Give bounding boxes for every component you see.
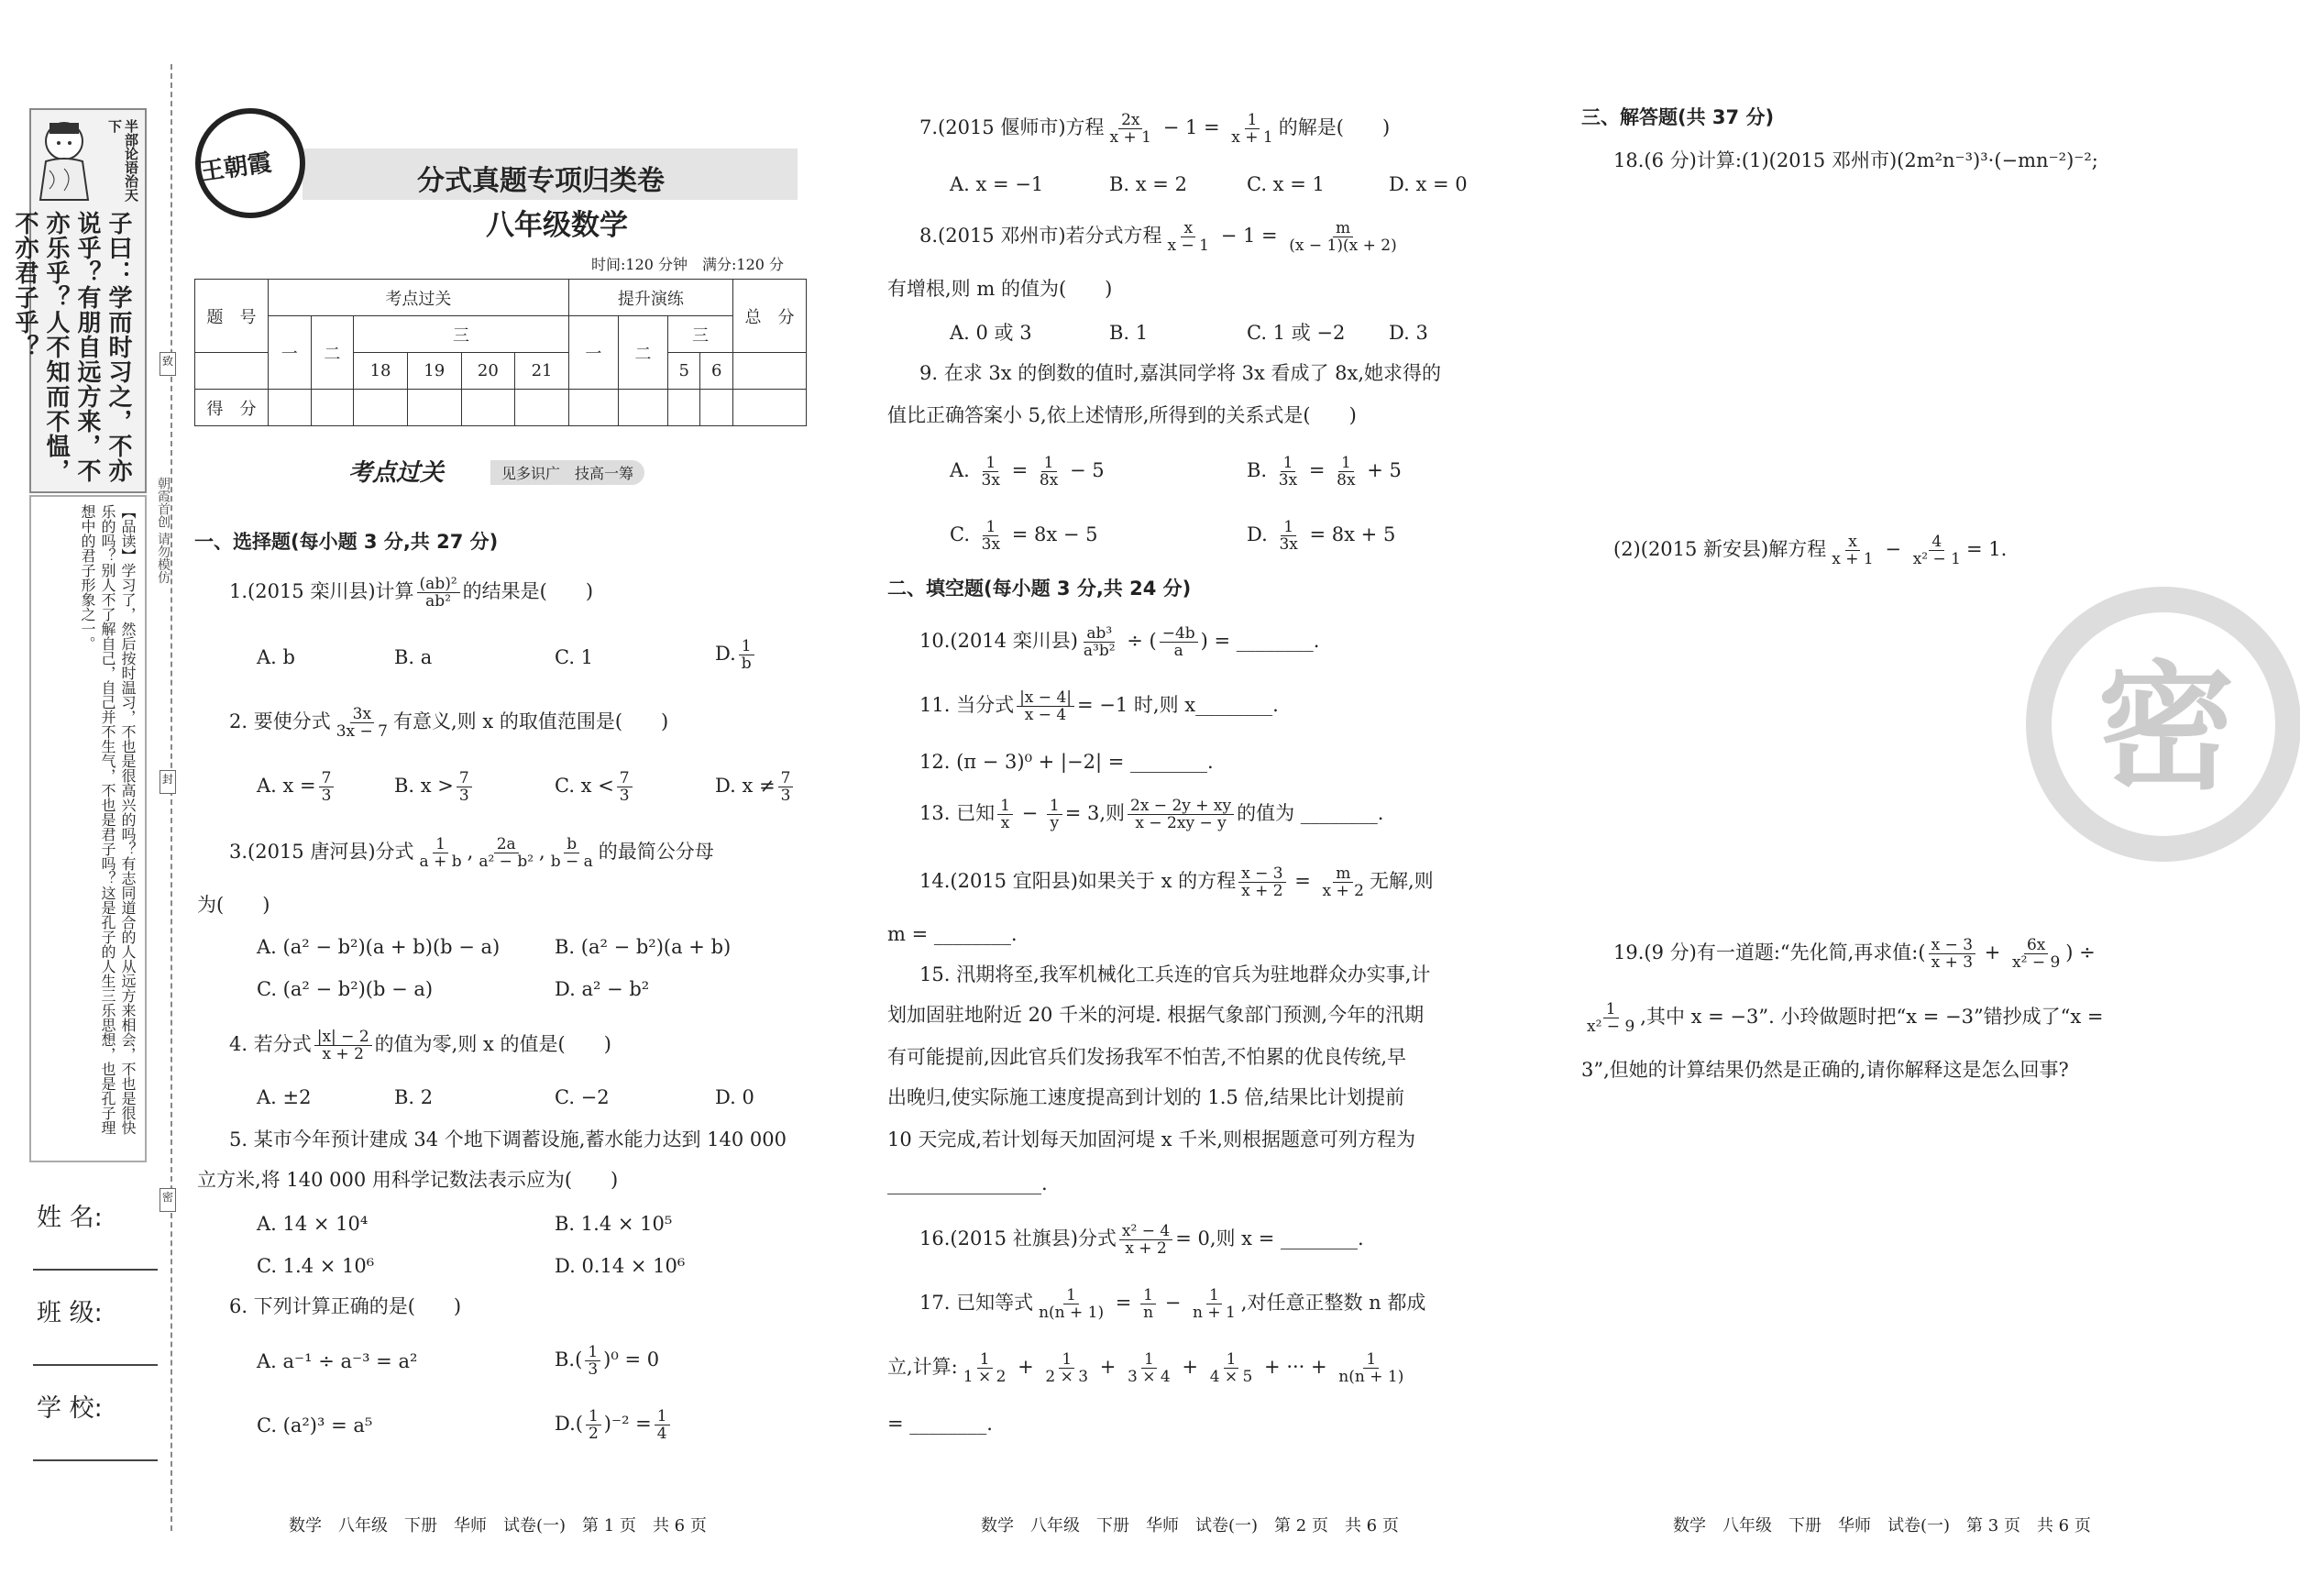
- col-21: 21: [515, 353, 569, 390]
- q3-optC[interactable]: C. (a² − b²)(b − a): [257, 978, 434, 1000]
- q2: 2. 要使分式 $\frac{3x}{3x - 7}$ 有意义,则 x 的取值范围是( ): [229, 705, 669, 741]
- q15-line4: 出晚归,使实际施工速度提高到计划的 1.5 倍,结果比计划提前: [887, 1086, 1405, 1108]
- q10: 10.(2014 栾川县) $\frac{\text{ab³}}{\text{a³b²}}$ ÷ ( $\frac{-4b}{a}$ ) = ________.: [919, 624, 1320, 660]
- class-label: 班 级:: [37, 1299, 103, 1327]
- q3: 3.(2015 唐河县)分式 $\frac{1}{a + b}$ , $\frac{2a}{\text{a² − b²}}$ , $\frac{b}{b - a}$ 的最简公分母: [229, 835, 714, 871]
- q17-cont: 立,计算: $\frac{1}{1 \times 2}$ + $\frac{1}{2 \times 3}$ + $\frac{1}{3 \times 4}$ + $\frac{1}{4 \times 5}$ + ··· + $\frac{1}{n(n + 1)}$: [887, 1350, 1404, 1386]
- q14: 14.(2015 宜阳县)如果关于 x 的方程 $\frac{x - 3}{x + 2}$ = $\frac{m}{x + 2}$ 无解,则: [919, 864, 1434, 900]
- score-cell[interactable]: [733, 390, 807, 426]
- q12: 12. (π − 3)⁰ + |−2| = ________.: [919, 751, 1214, 773]
- q7-optC[interactable]: C. x = 1: [1247, 173, 1325, 195]
- q13: 13. 已知 $\frac{1}{x}$ − $\frac{1}{y}$ = 3,则 $\frac{2x - 2y + xy}{x - 2xy - y}$ 的值为 ________.: [919, 797, 1384, 832]
- q6-optB[interactable]: B.( $\frac{1}{3}$ )⁰ = 0: [555, 1343, 660, 1379]
- q1-optB[interactable]: B. a: [394, 646, 433, 668]
- score-cell[interactable]: [311, 390, 354, 426]
- col-2: 二: [311, 316, 354, 390]
- banner-subtitle: 见多识广 技高一筹: [490, 460, 644, 485]
- q4-optD[interactable]: D. 0: [715, 1086, 754, 1108]
- section-fill: 二、填空题(每小题 3 分,共 24 分): [887, 578, 1192, 600]
- section-solve: 三、解答题(共 37 分): [1581, 106, 1775, 128]
- school-field[interactable]: [33, 1459, 158, 1461]
- q9-optC[interactable]: C. $\frac{1}{3x}$ = 8x − 5: [950, 518, 1098, 554]
- col-5: 5: [668, 353, 700, 390]
- banner-title: 考点过关: [348, 459, 445, 487]
- q8-optD[interactable]: D. 3: [1389, 322, 1428, 344]
- seal-tag-2: 封: [160, 770, 176, 794]
- q15-line6: ________________.: [887, 1172, 1048, 1194]
- q19-cont2: 3”,但她的计算结果仍然是正确的,请你解释这是怎么回事?: [1581, 1059, 2069, 1081]
- q15-line2: 划加固驻地附近 20 千米的河堤. 根据气象部门预测,今年的汛期: [887, 1004, 1425, 1026]
- footer-page-2: 数学 八年级 下册 华师 试卷(一) 第 2 页 共 6 页: [981, 1516, 1399, 1535]
- q19: 19.(9 分)有一道题:“先化简,再求值:( $\frac{x - 3}{x + 3}$ + $\frac{6x}{\text{x² − 9}}$ ) ÷: [1613, 936, 2096, 972]
- secret-stamp-char: 密: [2096, 649, 2235, 809]
- q8-cont: 有增根,则 m 的值为( ): [887, 278, 1113, 300]
- school-label: 学 校:: [37, 1394, 103, 1423]
- q2-optC[interactable]: C. x < $\frac{7}{3}$: [555, 770, 635, 804]
- q5-cont: 立方米,将 140 000 用科学记数法表示应为( ): [197, 1169, 619, 1191]
- seal-tag-3: 密: [160, 1188, 176, 1212]
- col-b1: 一: [568, 316, 618, 390]
- confucius-quote: 子曰：学而时习之，不亦说乎？有朋自远方来，不亦乐乎？人不知而不愠，不亦君子乎？: [11, 211, 132, 483]
- q1-optA[interactable]: A. b: [257, 646, 295, 668]
- q9-optD[interactable]: D. $\frac{1}{3x}$ = 8x + 5: [1247, 518, 1396, 554]
- col-19: 19: [407, 353, 461, 390]
- q19-cont: $\frac{1}{\text{x² − 9}}$ ,其中 x = −3”. 小玲做题时把“x = −3”错抄成了“x =: [1587, 1000, 2104, 1036]
- score-cell[interactable]: [515, 390, 569, 426]
- time-score: 时间:120 分钟 满分:120 分: [591, 256, 785, 273]
- q5-optD[interactable]: D. 0.14 × 10⁶: [555, 1255, 686, 1277]
- q9-cont: 值比正确答案小 5,依上述情形,所得到的关系式是( ): [887, 404, 1357, 426]
- q7-optA[interactable]: A. x = −1: [950, 173, 1044, 195]
- group-tisheng: 提升演练: [568, 280, 732, 316]
- q3-optA[interactable]: A. (a² − b²)(a + b)(b − a): [257, 936, 501, 958]
- q2-optB[interactable]: B. x > $\frac{7}{3}$: [394, 770, 475, 804]
- q8-optB[interactable]: B. 1: [1109, 322, 1149, 344]
- q8-optA[interactable]: A. 0 或 3: [950, 322, 1032, 344]
- confucius-avatar: [37, 116, 101, 204]
- q17-answer: = ________.: [887, 1413, 993, 1435]
- brand-logo-text: 王朝霞: [198, 149, 274, 187]
- q4: 4. 若分式 $\frac{|x| - 2}{x + 2}$ 的值为零,则 x 的值是( ): [229, 1028, 611, 1063]
- col-20: 20: [461, 353, 515, 390]
- side-note: 朝霞首创 请勿模仿: [156, 477, 171, 584]
- q4-optB[interactable]: B. 2: [394, 1086, 434, 1108]
- q6: 6. 下列计算正确的是( ): [229, 1295, 462, 1317]
- q15-line5: 10 天完成,若计划每天加固河堤 x 千米,则根据题意可列方程为: [887, 1128, 1415, 1150]
- score-cell[interactable]: [407, 390, 461, 426]
- col-1: 一: [269, 316, 312, 390]
- class-field[interactable]: [33, 1364, 158, 1366]
- row-label-number: 题 号: [195, 280, 269, 353]
- q5: 5. 某市今年预计建成 34 个地下调蓄设施,蓄水能力达到 140 000: [229, 1128, 787, 1150]
- q5-optA[interactable]: A. 14 × 10⁴: [257, 1213, 369, 1235]
- total-label: 总 分: [733, 280, 807, 353]
- score-cell[interactable]: [668, 390, 700, 426]
- q7-optD[interactable]: D. x = 0: [1389, 173, 1468, 195]
- q6-optC[interactable]: C. (a²)³ = a⁵: [257, 1414, 373, 1436]
- q6-optD[interactable]: D.( $\frac{1}{2}$ )⁻² = $\frac{1}{4}$: [555, 1408, 673, 1442]
- q1-optC[interactable]: C. 1: [555, 646, 594, 668]
- q5-optB[interactable]: B. 1.4 × 10⁵: [555, 1213, 673, 1235]
- q4-optA[interactable]: A. ±2: [257, 1086, 312, 1108]
- reading-box: [29, 495, 147, 1162]
- col-6: 6: [700, 353, 733, 390]
- reading-text: 【品读】学习了，然后按时温习，不也是很高兴的吗？有志同道合的人从远方来相会，不也是很快乐的吗？别人不了解自己，自己并不生气，不也是君子吗？这是孔子的人生三乐思想，也是孔子理想中的君子形象之一。: [79, 504, 137, 1135]
- score-cell[interactable]: [618, 390, 667, 426]
- q2-optD[interactable]: D. x ≠ $\frac{7}{3}$: [715, 770, 796, 804]
- q15-line3: 有可能提前,因此官兵们发扬我军不怕苦,不怕累的优良传统,早: [887, 1046, 1407, 1068]
- q9: 9. 在求 3x 的倒数的值时,嘉淇同学将 3x 看成了 8x,她求得的: [919, 362, 1442, 384]
- cut-line: [171, 64, 172, 1531]
- q7: 7.(2015 偃师市)方程 $\frac{2x}{x + 1}$ − 1 = $\frac{1}{x + 1}$ 的解是( ): [919, 111, 1391, 147]
- q3-optB[interactable]: B. (a² − b²)(a + b): [555, 936, 732, 958]
- q14-cont: m = ________.: [887, 923, 1018, 945]
- seal-tag-1: 致: [160, 352, 176, 376]
- q5-optC[interactable]: C. 1.4 × 10⁶: [257, 1255, 375, 1277]
- q9-optA[interactable]: A. $\frac{1}{3x}$ = $\frac{1}{8x}$ − 5: [950, 454, 1105, 490]
- score-cell[interactable]: [354, 390, 408, 426]
- footer-page-1: 数学 八年级 下册 华师 试卷(一) 第 1 页 共 6 页: [289, 1516, 707, 1535]
- q8-optC[interactable]: C. 1 或 −2: [1247, 322, 1346, 344]
- score-cell[interactable]: [700, 390, 733, 426]
- col-b2: 二: [618, 316, 667, 390]
- q18-1: 18.(6 分)计算:(1)(2015 邓州市)(2m²n⁻³)³·(−mn⁻²)⁻²;: [1613, 149, 2098, 171]
- q9-optB[interactable]: B. $\frac{1}{3x}$ = $\frac{1}{8x}$ + 5: [1247, 454, 1402, 490]
- col-3: 三: [354, 316, 569, 353]
- q17: 17. 已知等式 $\frac{1}{n(n + 1)}$ = $\frac{1}{n}$ − $\frac{1}{n + 1}$ ,对任意正整数 n 都成: [919, 1286, 1426, 1322]
- q6-optA[interactable]: A. a⁻¹ ÷ a⁻³ = a²: [257, 1350, 418, 1372]
- paper-subtitle: 八年级数学: [486, 209, 628, 242]
- q1: 1.(2015 栾川县)计算 $\frac{\text{(ab)²}}{\text{ab²}}$ 的结果是( ): [229, 575, 594, 611]
- group-kaodian: 考点过关: [269, 280, 569, 316]
- q2-optA[interactable]: A. x = $\frac{7}{3}$: [257, 770, 336, 804]
- q15-line1: 15. 汛期将至,我军机械化工兵连的官兵为驻地群众办实事,计: [919, 963, 1431, 985]
- q11: 11. 当分式 $\frac{|x - 4|}{x - 4}$ = −1 时,则 x________.: [919, 688, 1279, 724]
- q7-optB[interactable]: B. x = 2: [1109, 173, 1187, 195]
- paper-title: 分式真题专项归类卷: [417, 165, 665, 197]
- q1-optD[interactable]: D. $\frac{1}{b}$: [715, 638, 757, 672]
- col-b3: 三: [668, 316, 733, 353]
- section-choice: 一、选择题(每小题 3 分,共 27 分): [194, 531, 499, 553]
- q3-optD[interactable]: D. a² − b²: [555, 978, 650, 1000]
- score-cell[interactable]: [461, 390, 515, 426]
- name-label: 姓 名:: [37, 1204, 103, 1232]
- row-label-score: 得 分: [195, 390, 269, 426]
- footer-page-3: 数学 八年级 下册 华师 试卷(一) 第 3 页 共 6 页: [1673, 1516, 2091, 1535]
- q3-cont: 为( ): [197, 894, 270, 916]
- col-18: 18: [354, 353, 408, 390]
- score-cell[interactable]: [269, 390, 312, 426]
- q16: 16.(2015 社旗县)分式 $\frac{\text{x² − 4}}{x + 2}$ = 0,则 x = ________.: [919, 1222, 1364, 1258]
- q18-2: (2)(2015 新安县)解方程 $\frac{x}{x + 1}$ − $\frac{4}{\text{x² − 1}}$ = 1.: [1613, 533, 2008, 568]
- score-cell[interactable]: [568, 390, 618, 426]
- q8: 8.(2015 邓州市)若分式方程 $\frac{x}{x - 1}$ − 1 = $\frac{m}{(x - 1)(x + 2)}$: [919, 219, 1397, 255]
- score-table: [194, 279, 807, 426]
- mini-motto: 半部论语治天下: [106, 119, 139, 202]
- q4-optC[interactable]: C. −2: [555, 1086, 610, 1108]
- name-field[interactable]: [33, 1269, 158, 1271]
- quote-box: [11, 108, 147, 493]
